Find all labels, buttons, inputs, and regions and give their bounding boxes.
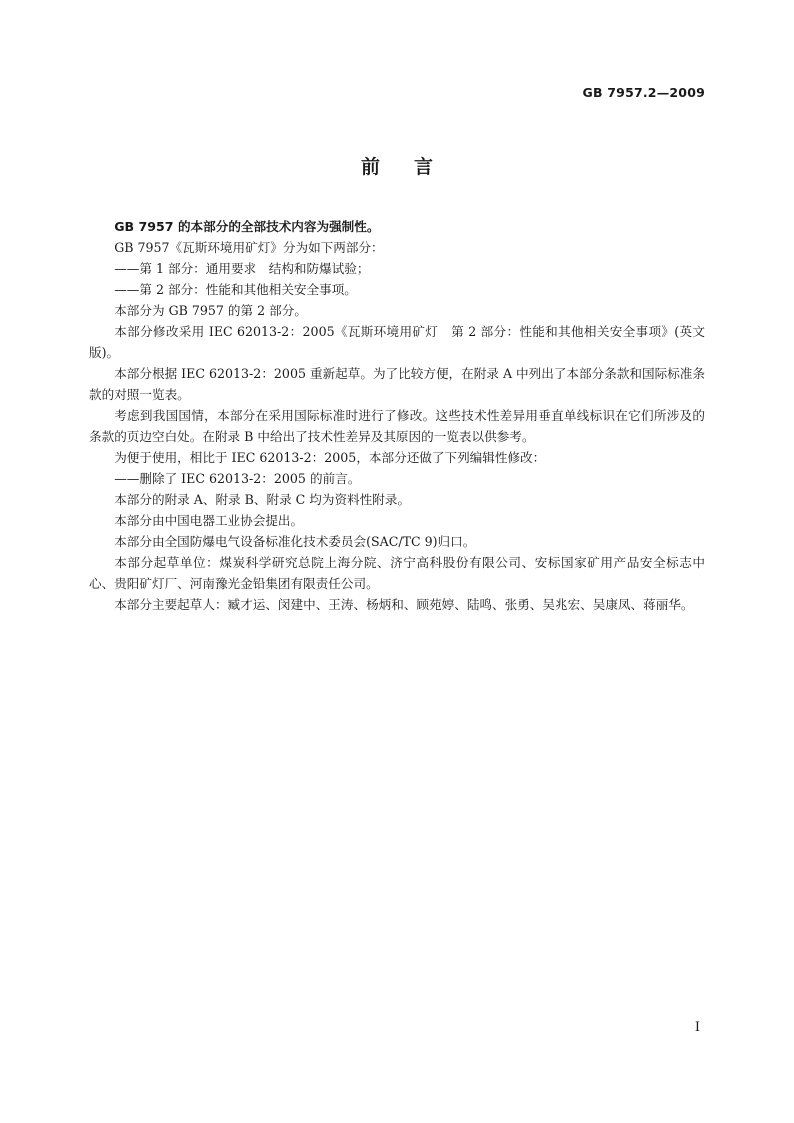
foreword-body	[89, 216, 705, 615]
paragraph-editorial-item: ——删除了 IEC 62013-2：2005 的前言。	[114, 471, 361, 486]
paragraph-modifications: 考虑到我国国情，本部分在采用国际标准时进行了修改。这些技术性差异用垂直单线标识在它们所涉及的条款的页边空白处。在附录 B 中给出了技术性差异及其原因的一览表以供参考。	[89, 408, 705, 444]
paragraph-drafting-units: 本部分起草单位：煤炭科学研究总院上海分院、济宁高科股份有限公司、安标国家矿用产品安全标志中心、贵阳矿灯厂、河南豫光金铅集团有限责任公司。	[89, 555, 705, 591]
paragraph-drafters: 本部分主要起草人：臧才运、闵建中、王涛、杨炳和、顾苑婷、陆鸣、张勇、吴兆宏、吴康凤、蒋丽华。	[114, 597, 694, 612]
paragraph-proposer: 本部分由中国电器工业协会提出。	[114, 513, 304, 528]
page-number: I	[694, 1020, 700, 1035]
paragraph-part-1: ——第 1 部分：通用要求 结构和防爆试验；	[114, 261, 370, 276]
paragraph-redrafting: 本部分根据 IEC 62013-2：2005 重新起草。为了比较方便，在附录 A 中列出了本部分条款和国际标准条款的对照一览表。	[89, 366, 705, 402]
standard-code: GB 7957.2—2009	[582, 85, 705, 100]
paragraph-part-2: ——第 2 部分：性能和其他相关安全事项。	[114, 282, 357, 297]
paragraph-adoption: 本部分修改采用 IEC 62013-2：2005《瓦斯环境用矿灯 第 2 部分：性能和其他相关安全事项》(英文版)。	[89, 324, 705, 360]
paragraph-this-part: 本部分为 GB 7957 的第 2 部分。	[114, 303, 307, 318]
paragraph-editorial-intro: 为便于使用，相比于 IEC 62013-2：2005，本部分还做了下列编辑性修改：	[114, 450, 546, 465]
paragraph-parts-intro: GB 7957《瓦斯环境用矿灯》分为如下两部分：	[114, 240, 384, 255]
page-title: 前言	[360, 156, 467, 178]
paragraph-committee: 本部分由全国防爆电气设备标准化技术委员会(SAC/TC 9)归口。	[114, 534, 476, 549]
paragraph-mandatory-statement: GB 7957 的本部分的全部技术内容为强制性。	[114, 219, 380, 234]
paragraph-annexes: 本部分的附录 A、附录 B、附录 C 均为资料性附录。	[114, 492, 411, 507]
